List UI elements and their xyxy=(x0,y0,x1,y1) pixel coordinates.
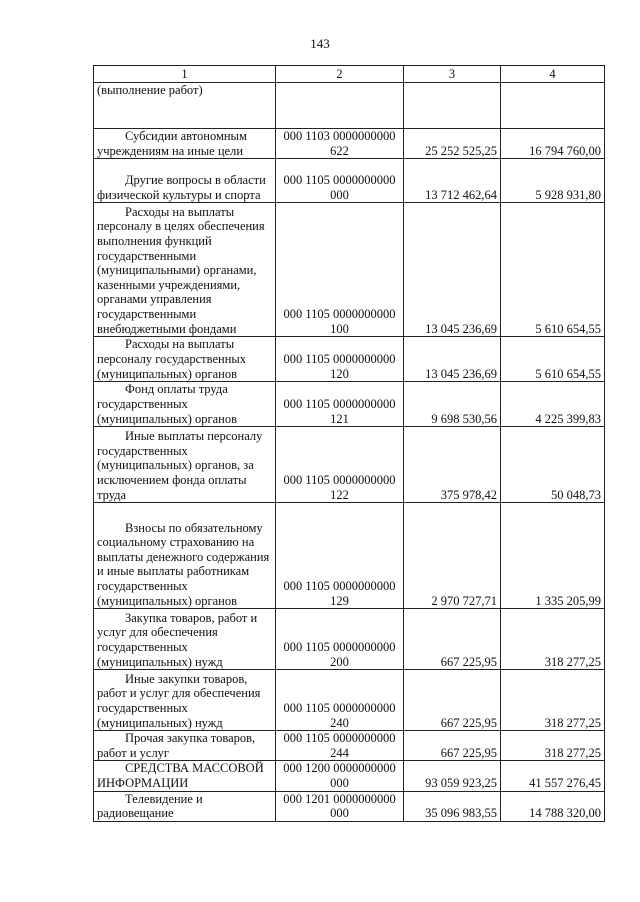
budget-table xyxy=(93,65,605,822)
table-row xyxy=(94,670,605,731)
row-name xyxy=(94,129,276,159)
row-name xyxy=(94,427,276,503)
row-amount-1: 13 045 236,69 xyxy=(404,337,501,382)
row-amount-2: 318 277,25 xyxy=(501,670,605,731)
row-amount-1: 25 252 525,25 xyxy=(404,129,501,159)
table-row xyxy=(94,382,605,427)
row-amount-1: 2 970 727,71 xyxy=(404,503,501,609)
row-name-text: Расходы на выплаты персоналу государственных (муниципальных) органов xyxy=(97,337,247,381)
row-amount-1: 13 045 236,69 xyxy=(404,203,501,337)
row-amount-1: 93 059 923,25 xyxy=(404,761,501,791)
row-name-text: Субсидии автономным учреждениям на иные цели xyxy=(97,129,247,158)
column-header-2: 2 xyxy=(276,66,404,83)
row-code: 000 1105 0000000000 100 xyxy=(276,203,404,337)
row-code: 000 1105 0000000000 121 xyxy=(276,382,404,427)
row-code: 000 1200 0000000000 000 xyxy=(276,761,404,791)
row-name xyxy=(94,203,276,337)
row-name xyxy=(94,159,276,203)
row-code: 000 1105 0000000000 120 xyxy=(276,337,404,382)
row-name-text: Расходы на выплаты персоналу в целях обеспечения выполнения функций государственными (муниципальными) органами, казенными учреждениями, органами управления государственными внебюджетными фондами xyxy=(97,204,265,336)
row-amount-2: 14 788 320,00 xyxy=(501,791,605,821)
row-amount-1: 13 712 462,64 xyxy=(404,159,501,203)
row-name-text: Взносы по обязательному социальному страхованию на выплаты денежного содержания и иные выплаты работникам государственных (муниципальных) органов xyxy=(97,520,270,608)
header-row xyxy=(94,66,605,83)
row-code: 000 1105 0000000000 122 xyxy=(276,427,404,503)
table-row xyxy=(94,83,605,129)
table-row xyxy=(94,609,605,670)
row-code: 000 1201 0000000000 000 xyxy=(276,791,404,821)
row-name xyxy=(94,382,276,427)
row-name xyxy=(94,731,276,761)
row-name xyxy=(94,609,276,670)
row-amount-2: 5 610 654,55 xyxy=(501,203,605,337)
table-row xyxy=(94,761,605,791)
column-header-3: 3 xyxy=(404,66,501,83)
row-name xyxy=(94,670,276,731)
row-name xyxy=(94,761,276,791)
row-amount-1: 667 225,95 xyxy=(404,609,501,670)
row-amount-2: 318 277,25 xyxy=(501,609,605,670)
table-row xyxy=(94,129,605,159)
row-name-text: Прочая закупка товаров, работ и услуг xyxy=(97,731,256,760)
row-code: 000 1103 0000000000 622 xyxy=(276,129,404,159)
row-amount-1: 667 225,95 xyxy=(404,731,501,761)
row-code: 000 1105 0000000000 200 xyxy=(276,609,404,670)
table-row xyxy=(94,337,605,382)
row-code: 000 1105 0000000000 129 xyxy=(276,503,404,609)
row-amount-2: 5 610 654,55 xyxy=(501,337,605,382)
row-amount-1: 667 225,95 xyxy=(404,670,501,731)
row-name: (выполнение работ) xyxy=(94,83,276,129)
row-code: 000 1105 0000000000 244 xyxy=(276,731,404,761)
row-amount-2: 5 928 931,80 xyxy=(501,159,605,203)
row-name-text: Закупка товаров, работ и услуг для обеспечения государственных (муниципальных) нужд xyxy=(97,610,258,669)
row-name xyxy=(94,791,276,821)
row-name-text: Фонд оплаты труда государственных (муниципальных) органов xyxy=(97,382,238,426)
table-row xyxy=(94,159,605,203)
page-number: 143 xyxy=(310,36,330,51)
row-amount-2: 41 557 276,45 xyxy=(501,761,605,791)
row-name xyxy=(94,337,276,382)
row-amount-2: 318 277,25 xyxy=(501,731,605,761)
column-header-1: 1 xyxy=(94,66,276,83)
row-amount-1: 35 096 983,55 xyxy=(404,791,501,821)
row-code: 000 1105 0000000000 000 xyxy=(276,159,404,203)
table-row xyxy=(94,731,605,761)
row-amount-1: 9 698 530,56 xyxy=(404,382,501,427)
row-name-text: Иные выплаты персоналу государственных (муниципальных) органов, за исключением фонда оплаты труда xyxy=(97,429,263,502)
table-row xyxy=(94,427,605,503)
table-row xyxy=(94,203,605,337)
row-code: 000 1105 0000000000 240 xyxy=(276,670,404,731)
row-amount-2: 50 048,73 xyxy=(501,427,605,503)
row-code xyxy=(276,83,404,129)
row-name-text: СРЕДСТВА МАССОВОЙ ИНФОРМАЦИИ xyxy=(97,761,264,790)
row-amount-1 xyxy=(404,83,501,129)
row-amount-2 xyxy=(501,83,605,129)
column-header-4: 4 xyxy=(501,66,605,83)
row-name-text: Иные закупки товаров, работ и услуг для обеспечения государственных (муниципальных) нужд xyxy=(97,671,261,730)
row-name xyxy=(94,503,276,609)
row-name-text: Телевидение и радиовещание xyxy=(97,791,203,821)
row-amount-2: 4 225 399,83 xyxy=(501,382,605,427)
row-amount-1: 375 978,42 xyxy=(404,427,501,503)
row-amount-2: 16 794 760,00 xyxy=(501,129,605,159)
table-body xyxy=(94,83,605,822)
table-row xyxy=(94,791,605,821)
row-amount-2: 1 335 205,99 xyxy=(501,503,605,609)
row-name-text: Другие вопросы в области физической культуры и спорта xyxy=(97,173,266,202)
table-row xyxy=(94,503,605,609)
